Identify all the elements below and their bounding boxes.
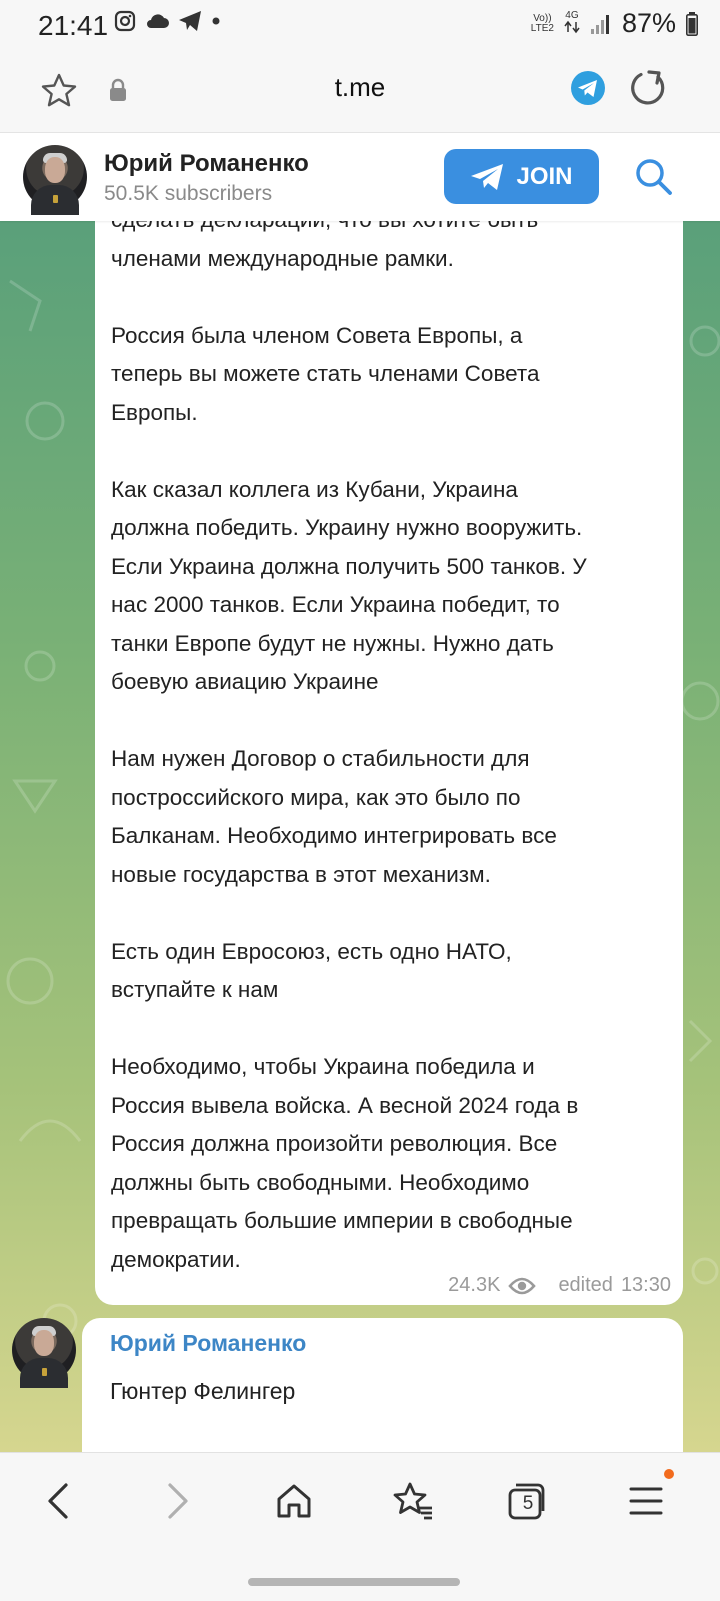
address-bar-url[interactable]: t.me — [334, 72, 386, 102]
channel-avatar[interactable] — [23, 145, 87, 209]
telegram-notification-icon — [178, 10, 202, 32]
forward-icon[interactable] — [160, 1481, 194, 1521]
edited-label: edited — [558, 1274, 613, 1296]
channel-header — [0, 133, 720, 221]
status-notification-icons — [114, 10, 222, 32]
message-meta — [448, 1274, 671, 1297]
bookmarks-icon[interactable] — [392, 1481, 434, 1521]
status-time: 21:41 — [38, 10, 109, 41]
search-icon[interactable] — [634, 157, 674, 197]
back-icon[interactable] — [42, 1481, 76, 1521]
data-arrows-icon — [564, 21, 580, 33]
chat-area[interactable] — [0, 221, 720, 1452]
telegram-app-icon[interactable] — [570, 70, 606, 106]
cloud-icon — [144, 11, 170, 31]
network-indicator: 4G — [564, 11, 580, 36]
join-button-label: JOIN — [516, 162, 573, 190]
telegram-plane-icon — [470, 163, 504, 191]
message-2-text: Гюнтер Фелингер — [110, 1378, 296, 1404]
subscriber-count: 50.5K subscribers — [104, 182, 273, 205]
message-time: 13:30 — [620, 1274, 671, 1296]
reload-icon[interactable] — [628, 68, 666, 108]
message-author-avatar[interactable] — [12, 1318, 76, 1382]
bottom-navigation — [0, 1452, 720, 1601]
eye-icon — [508, 1276, 536, 1296]
instagram-icon — [114, 10, 136, 32]
message-text: членами международные рамки. Россия была членом Совета Европы, а теперь вы можете стать членами Совета Европы. Как сказал коллега из Кубани, Украина должна победить. Украину нужно вооружить. Если Украина должна получить 500 танков. У нас 2000 танков. Если Украина победит, то танки Европе будут не нужны. Нужно дать боевую авиацию Украине Нам нужен Договор о стабильности для построссийского мира, как это было по Балканам. Необходимо интегрировать все новые государства в этот механизм. Есть один Евросоюз, есть одно НАТО, вступайте к нам Необходимо, чтобы Украина победила и Россия вывела войска. А весной 2024 года в Россия должна произойти революция. Все должны быть свободными. Необходимо превращать большие империи в свободные демократии. — [111, 245, 587, 1272]
volte-indicator: Vo)) LTE2 — [530, 12, 554, 34]
message-bubble[interactable] — [95, 201, 683, 1305]
more-notifications-dot — [210, 15, 222, 27]
signal-icon — [590, 13, 612, 35]
view-count: 24.3K — [448, 1274, 501, 1296]
home-icon[interactable] — [274, 1481, 314, 1521]
battery-percentage: 87% — [621, 8, 676, 38]
tabs-button[interactable] — [507, 1481, 547, 1521]
browser-toolbar — [0, 52, 720, 133]
menu-notification-dot — [664, 1469, 674, 1479]
status-bar — [0, 0, 720, 52]
channel-name: Юрий Романенко — [104, 150, 309, 177]
message-author-name[interactable]: Юрий Романенко — [110, 1330, 307, 1356]
status-system-icons — [531, 8, 698, 39]
tab-count: 5 — [522, 1492, 534, 1514]
menu-icon[interactable] — [628, 1481, 664, 1521]
home-indicator[interactable] — [248, 1578, 460, 1586]
join-button[interactable] — [444, 149, 599, 204]
battery-icon — [686, 12, 698, 36]
